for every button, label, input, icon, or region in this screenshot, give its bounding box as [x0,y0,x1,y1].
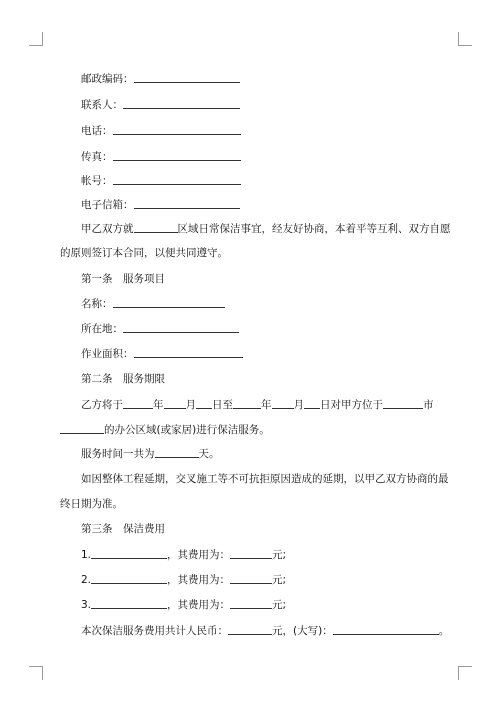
start-day-label: 日至 [212,399,233,411]
location-blank [123,322,239,333]
account-label: 帐号： [81,175,113,187]
postcode-blank [134,72,240,83]
fee-total-uppercase-blank [333,624,439,635]
fee-total-amount-blank [228,624,272,635]
fee-item-blank [91,598,167,609]
start-month-blank [164,398,186,409]
contact-person-blank [123,98,240,109]
fee-item-label: ，其费用为： [167,549,231,561]
article-1-heading: 第一条 服务项目 [81,273,165,285]
phone-blank [113,124,241,135]
page-corner-mark-top-left [29,32,43,46]
fee-item-line-2 [81,573,286,587]
term-start-text: 乙方将于 [81,399,123,411]
fax-label: 传真： [81,151,113,163]
area-size-blank [134,347,243,358]
fax-line [81,150,241,164]
fee-item-blank [91,548,167,559]
fee-item-line-3 [81,598,286,612]
fax-blank [113,150,241,161]
location-label: 所在地： [81,323,123,335]
start-year-label: 年 [153,399,164,411]
page-corner-mark-top-right [458,32,472,46]
delay-line-1: 如因整体工程延期，交叉施工等不可抗拒原因造成的延期，以甲乙双方协商的最 [81,473,449,485]
term-line-2-text: 的办公区域(或家居)进行保洁服务。 [104,424,270,436]
service-days-label: 天。 [198,448,220,460]
fee-item-number: 2. [81,574,92,586]
location-line [81,322,239,336]
intro-line-2: 的原则签订本合同，以便共同遵守。 [60,247,228,259]
fee-unit: 元; [272,549,287,561]
delay-line-2: 终日期为准。 [60,498,123,510]
phone-label: 电话： [81,125,113,137]
end-year-blank [233,398,261,409]
fee-item-line-1 [81,548,286,562]
city-blank [383,398,423,409]
end-day-label: 日对甲方位于 [320,399,383,411]
intro-line-1 [81,222,451,236]
fee-item-number: 1. [81,549,92,561]
fee-total-text: 本次保洁服务费用共计人民币： [81,625,228,637]
end-year-label: 年 [261,399,272,411]
fee-amount-blank [230,598,272,609]
end-month-label: 月 [293,399,304,411]
service-time-line [81,447,220,461]
contact-person-label: 联系人： [81,99,123,111]
term-line-2 [60,423,270,437]
start-month-label: 月 [185,399,196,411]
fee-amount-blank [230,573,272,584]
term-line-1 [81,398,434,412]
page-corner-mark-bottom-left [29,666,43,680]
end-day-blank [304,398,320,409]
page-corner-mark-bottom-right [458,666,472,680]
item-name-blank [113,297,225,308]
area-label: 作业面积： [81,348,134,360]
fee-unit: 元; [272,574,287,586]
fee-item-number: 3. [81,599,92,611]
area-line [81,347,243,361]
city-label: 市 [423,399,434,411]
start-day-blank [196,398,212,409]
service-time-text: 服务时间一共为 [81,448,155,460]
fee-total-uppercase-label: 元，(大写)： [272,625,333,637]
item-name-label: 名称： [81,298,113,310]
email-label: 电子信箱： [81,199,134,211]
fee-item-label: ，其费用为： [167,599,231,611]
fee-unit: 元; [272,599,287,611]
item-name-line [81,297,225,311]
start-year-blank [123,398,153,409]
article-2-heading: 第二条 服务期限 [81,373,165,385]
fee-item-label: ，其费用为： [167,574,231,586]
postcode-label: 邮政编码： [81,73,134,85]
office-location-blank [60,423,104,434]
area-blank [134,222,178,233]
fee-amount-blank [230,548,272,559]
email-line [81,198,240,212]
email-blank [134,198,240,209]
account-line [81,174,241,188]
intro-text-b: 区域日常保洁事宜，经友好协商，本着平等互利、双方自愿 [177,223,451,235]
article-3-heading: 第三条 保洁费用 [81,523,165,535]
postcode-line [81,72,240,86]
service-days-blank [155,447,199,458]
contact-person-line [81,98,240,112]
intro-text-a: 甲乙双方就 [81,223,134,235]
end-month-blank [272,398,294,409]
fee-total-end: 。 [438,625,450,637]
phone-line [81,124,241,138]
fee-item-blank [91,573,167,584]
account-blank [113,174,241,185]
fee-total-line [81,624,449,638]
